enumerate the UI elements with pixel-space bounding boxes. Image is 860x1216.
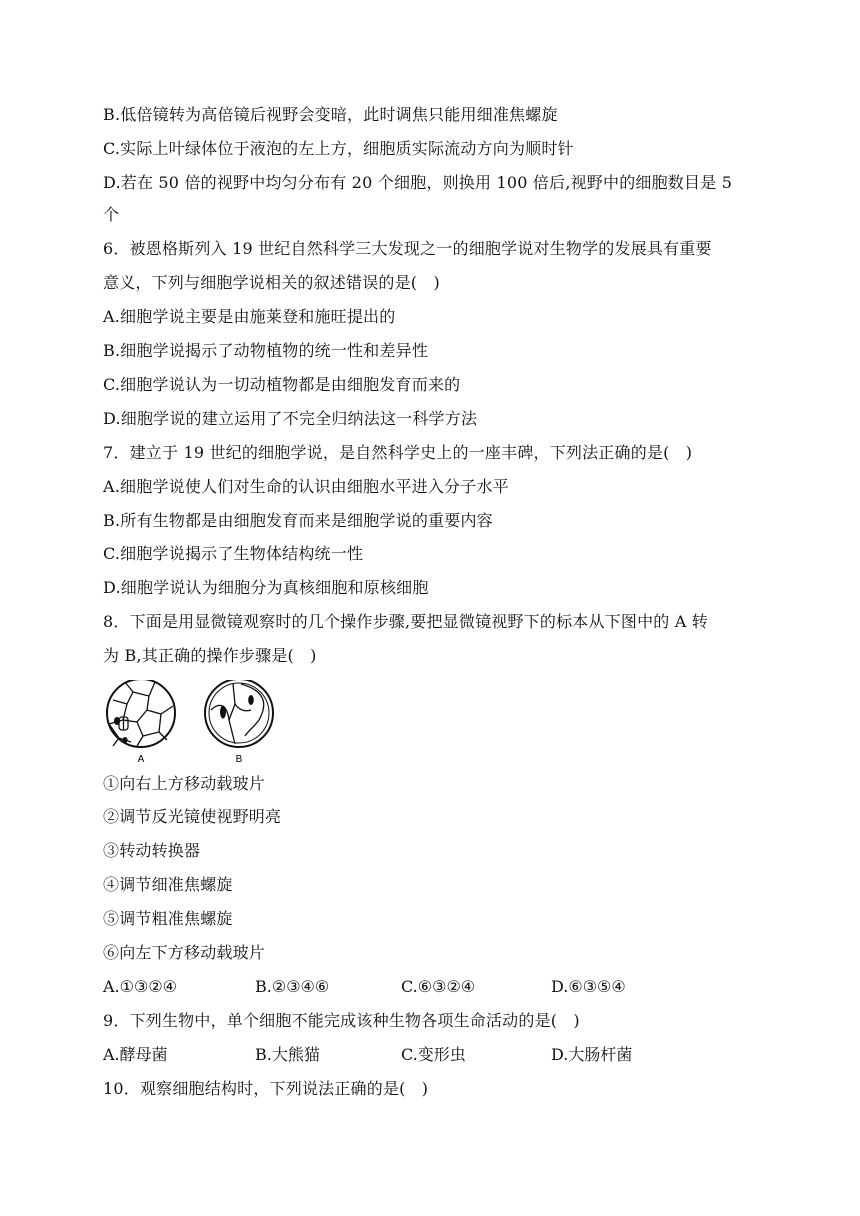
figure-label-a: A (137, 754, 145, 765)
microscope-field-svg (103, 680, 283, 766)
q6-option-a: A.细胞学说主要是由施莱登和施旺提出的 (103, 307, 396, 326)
q10-stem: 10．观察细胞结构时，下列说法正确的是( ) (103, 1079, 429, 1098)
q8-step-5: ⑤调节粗准焦螺旋 (103, 909, 233, 928)
q9-option-d: D.大肠杆菌 (551, 1045, 633, 1064)
q9-option-a: A.酵母菌 (103, 1045, 168, 1064)
microscope-field-figure (103, 680, 283, 766)
q7-option-b: B.所有生物都是由细胞发育而来是细胞学说的重要内容 (103, 511, 493, 530)
q7-stem: 7．建立于 19 世纪的细胞学说，是自然科学史上的一座丰碑，下列法正确的是( ) (103, 443, 693, 462)
q6-stem-line1: 6．被恩格斯列入 19 世纪自然科学三大发现之一的细胞学说对生物学的发展具有重要 (103, 239, 712, 258)
q8-option-c: C.⑥③②④ (401, 977, 476, 996)
q8-step-4: ④调节细准焦螺旋 (103, 875, 233, 894)
q7-option-d: D.细胞学说认为细胞分为真核细胞和原核细胞 (103, 578, 429, 597)
field-view-a (107, 680, 175, 747)
field-view-b (205, 680, 273, 747)
q9-option-c: C.变形虫 (401, 1045, 466, 1064)
q5-option-d-line1: D.若在 50 倍的视野中均匀分布有 20 个细胞，则换用 100 倍后,视野中的细胞数目是 5 (103, 173, 733, 192)
q9-stem: 9．下列生物中，单个细胞不能完成该种生物各项生命活动的是( ) (103, 1011, 580, 1030)
figure-label-b: B (235, 754, 243, 765)
q9-option-b: B.大熊猫 (255, 1045, 320, 1064)
q8-option-b: B.②③④⑥ (255, 977, 330, 996)
q8-step-6: ⑥向左下方移动载玻片 (103, 943, 266, 962)
q8-option-d: D.⑥③⑤④ (551, 977, 626, 996)
q8-step-2: ②调节反光镜使视野明亮 (103, 807, 282, 826)
q5-option-b: B.低倍镜转为高倍镜后视野会变暗，此时调焦只能用细准焦螺旋 (103, 105, 558, 124)
q6-stem-line2: 意义，下列与细胞学说相关的叙述错误的是( ) (103, 273, 440, 292)
q7-option-a: A.细胞学说使人们对生命的认识由细胞水平进入分子水平 (103, 477, 509, 496)
q7-option-c: C.细胞学说揭示了生物体结构统一性 (103, 544, 364, 563)
q6-option-b: B.细胞学说揭示了动物植物的统一性和差异性 (103, 341, 429, 360)
q5-option-d-line2: 个 (103, 205, 120, 224)
q6-option-c: C.细胞学说认为一切动植物都是由细胞发育而来的 (103, 375, 461, 394)
q8-stem-line2: 为 B,其正确的操作步骤是( ) (103, 646, 317, 665)
q6-option-d: D.细胞学说的建立运用了不完全归纳法这一科学方法 (103, 409, 478, 428)
q8-stem-line1: 8．下面是用显微镜观察时的几个操作步骤,要把显微镜视野下的标本从下图中的 A 转 (103, 612, 708, 631)
q8-step-3: ③转动转换器 (103, 841, 201, 860)
q8-option-a: A.①③②④ (103, 977, 178, 996)
q5-option-c: C.实际上叶绿体位于液泡的左上方，细胞质实际流动方向为顺时针 (103, 139, 574, 158)
q8-step-1: ①向右上方移动载玻片 (103, 774, 266, 793)
